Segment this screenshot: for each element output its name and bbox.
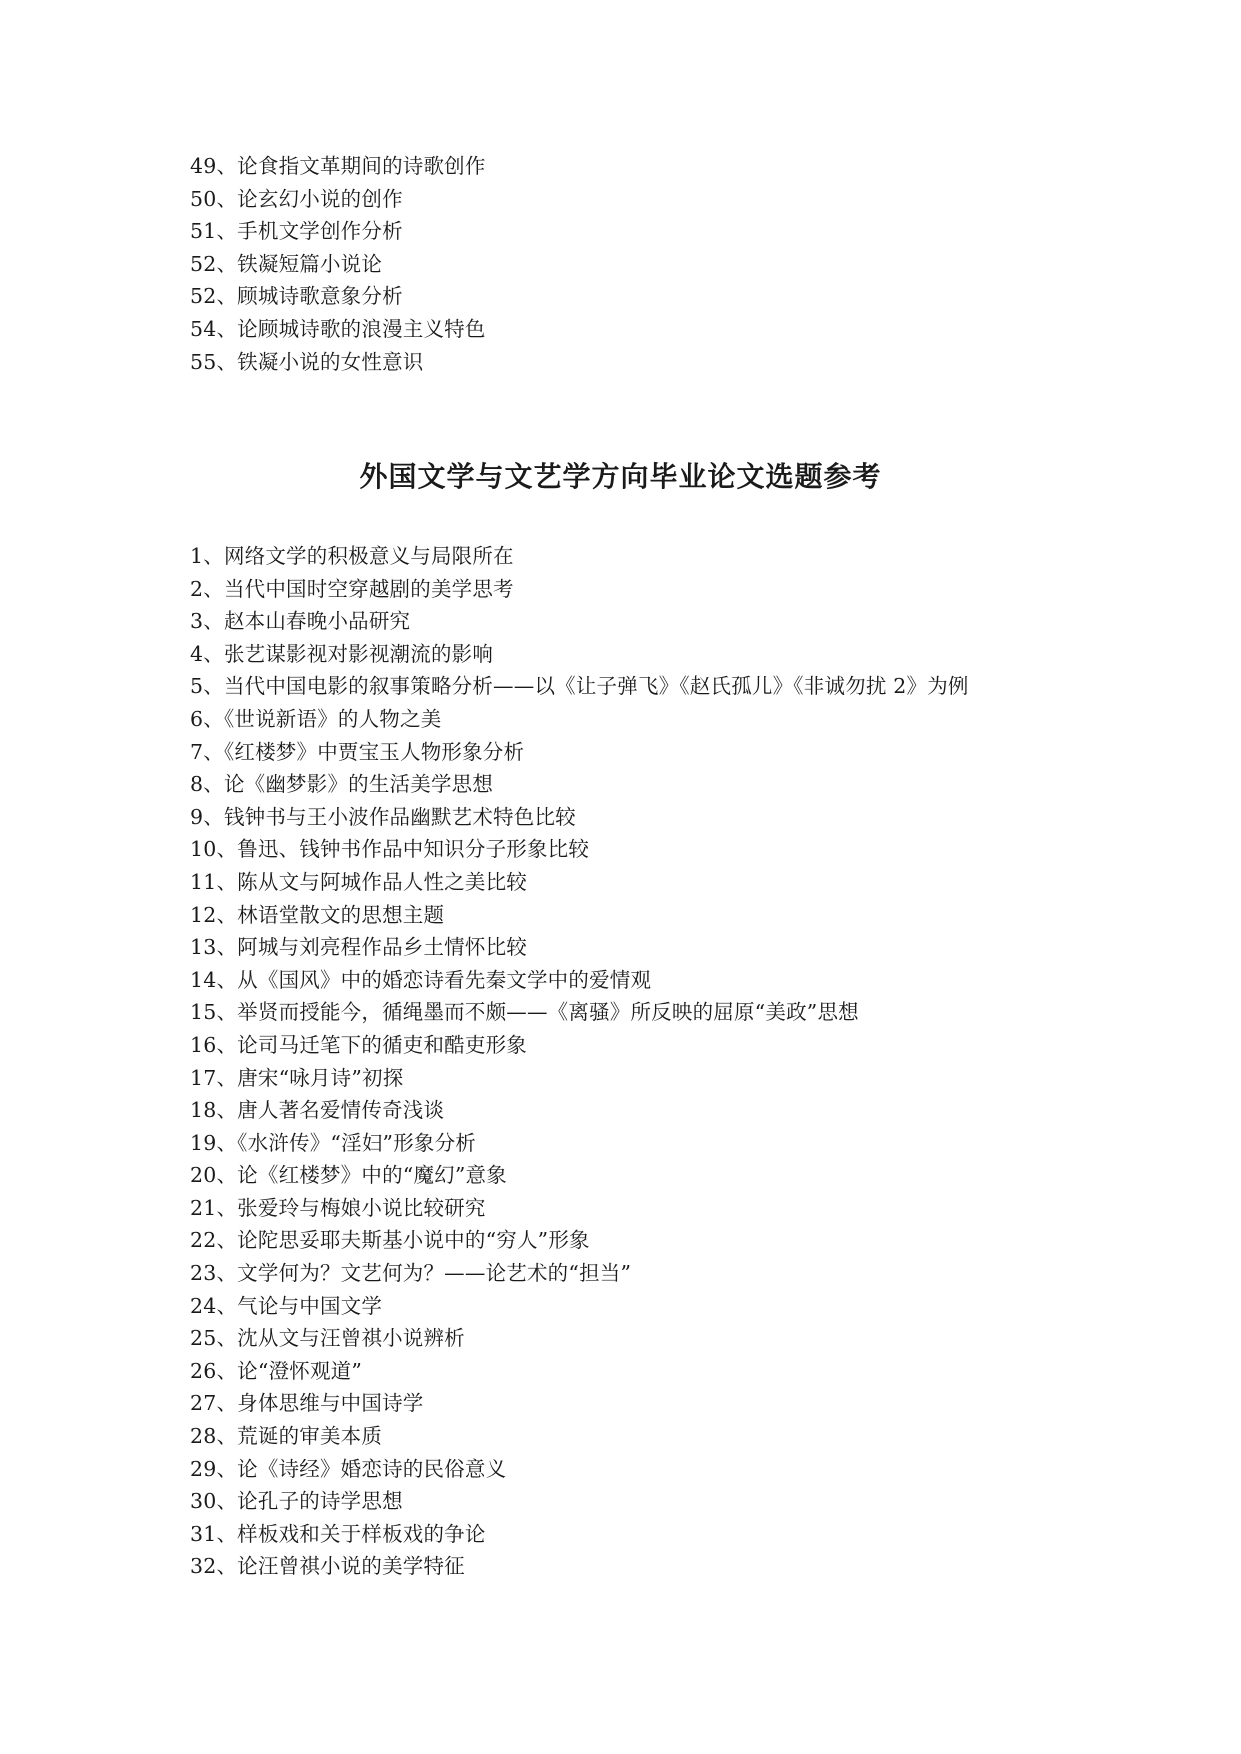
list-item: 5、当代中国电影的叙事策略分析——以《让子弹飞》《赵氏孤儿》《非诚勿扰 2》为例 [190,674,969,699]
section-title: 外国文学与文艺学方向毕业论文选题参考 [359,460,882,493]
list-item: 12、林语堂散文的思想主题 [190,902,445,927]
list-item: 11、陈从文与阿城作品人性之美比较 [190,869,527,894]
list-item: 30、论孔子的诗学思想 [190,1489,403,1514]
list-item: 16、论司马迁笔下的循吏和酷吏形象 [190,1032,527,1057]
list-item: 28、荒诞的审美本质 [190,1424,383,1449]
list-item: 14、从《国风》中的婚恋诗看先秦文学中的爱情观 [190,967,652,992]
list-item: 50、论玄幻小说的创作 [190,186,403,211]
list-item: 1、网络文学的积极意义与局限所在 [190,544,514,568]
list-item: 10、鲁迅、钱钟书作品中知识分子形象比较 [190,837,590,862]
list-item: 22、论陀思妥耶夫斯基小说中的“穷人”形象 [190,1228,590,1253]
list-item: 52、铁凝短篇小说论 [190,251,383,276]
list-item: 6、《世说新语》的人物之美 [190,706,442,731]
list-item: 27、身体思维与中国诗学 [190,1391,424,1416]
topic-list-foreign-literature [190,540,969,1583]
list-item: 51、手机文学创作分析 [190,219,403,244]
list-item: 24、气论与中国文学 [190,1293,383,1318]
list-item: 9、钱钟书与王小波作品幽默艺术特色比较 [190,804,576,829]
list-item: 18、唐人著名爱情传奇浅谈 [190,1098,445,1123]
list-item: 26、论“澄怀观道” [190,1358,363,1383]
list-item: 13、阿城与刘亮程作品乡土情怀比较 [190,935,527,960]
list-item: 4、张艺谋影视对影视潮流的影响 [190,641,494,666]
list-item: 32、论汪曾祺小说的美学特征 [190,1554,465,1579]
list-item: 52、顾城诗歌意象分析 [190,284,403,309]
list-item: 17、唐宋“咏月诗”初探 [190,1065,404,1090]
list-item: 15、举贤而授能今，循绳墨而不颇——《离骚》所反映的屈原“美政”思想 [190,1000,859,1025]
list-item: 21、张爱玲与梅娘小说比较研究 [190,1195,486,1220]
list-item: 25、沈从文与汪曾祺小说辨析 [190,1326,465,1351]
list-item: 23、文学何为？文艺何为？——论艺术的“担当” [190,1261,632,1286]
list-item: 7、《红楼梦》中贾宝玉人物形象分析 [190,739,525,764]
list-item: 29、论《诗经》婚恋诗的民俗意义 [190,1456,507,1481]
list-item: 20、论《红楼梦》中的“魔幻”意象 [190,1163,507,1188]
list-item: 3、赵本山春晚小品研究 [190,609,411,634]
topic-list-continued [190,150,486,378]
list-item: 19、《水浒传》“淫妇”形象分析 [190,1130,476,1155]
list-item: 54、论顾城诗歌的浪漫主义特色 [190,316,486,341]
list-item: 8、论《幽梦影》的生活美学思想 [190,772,494,797]
list-item: 49、论食指文革期间的诗歌创作 [190,154,486,178]
list-item: 55、铁凝小说的女性意识 [190,349,424,374]
list-item: 31、样板戏和关于样板戏的争论 [190,1521,486,1546]
list-item: 2、当代中国时空穿越剧的美学思考 [190,576,514,601]
